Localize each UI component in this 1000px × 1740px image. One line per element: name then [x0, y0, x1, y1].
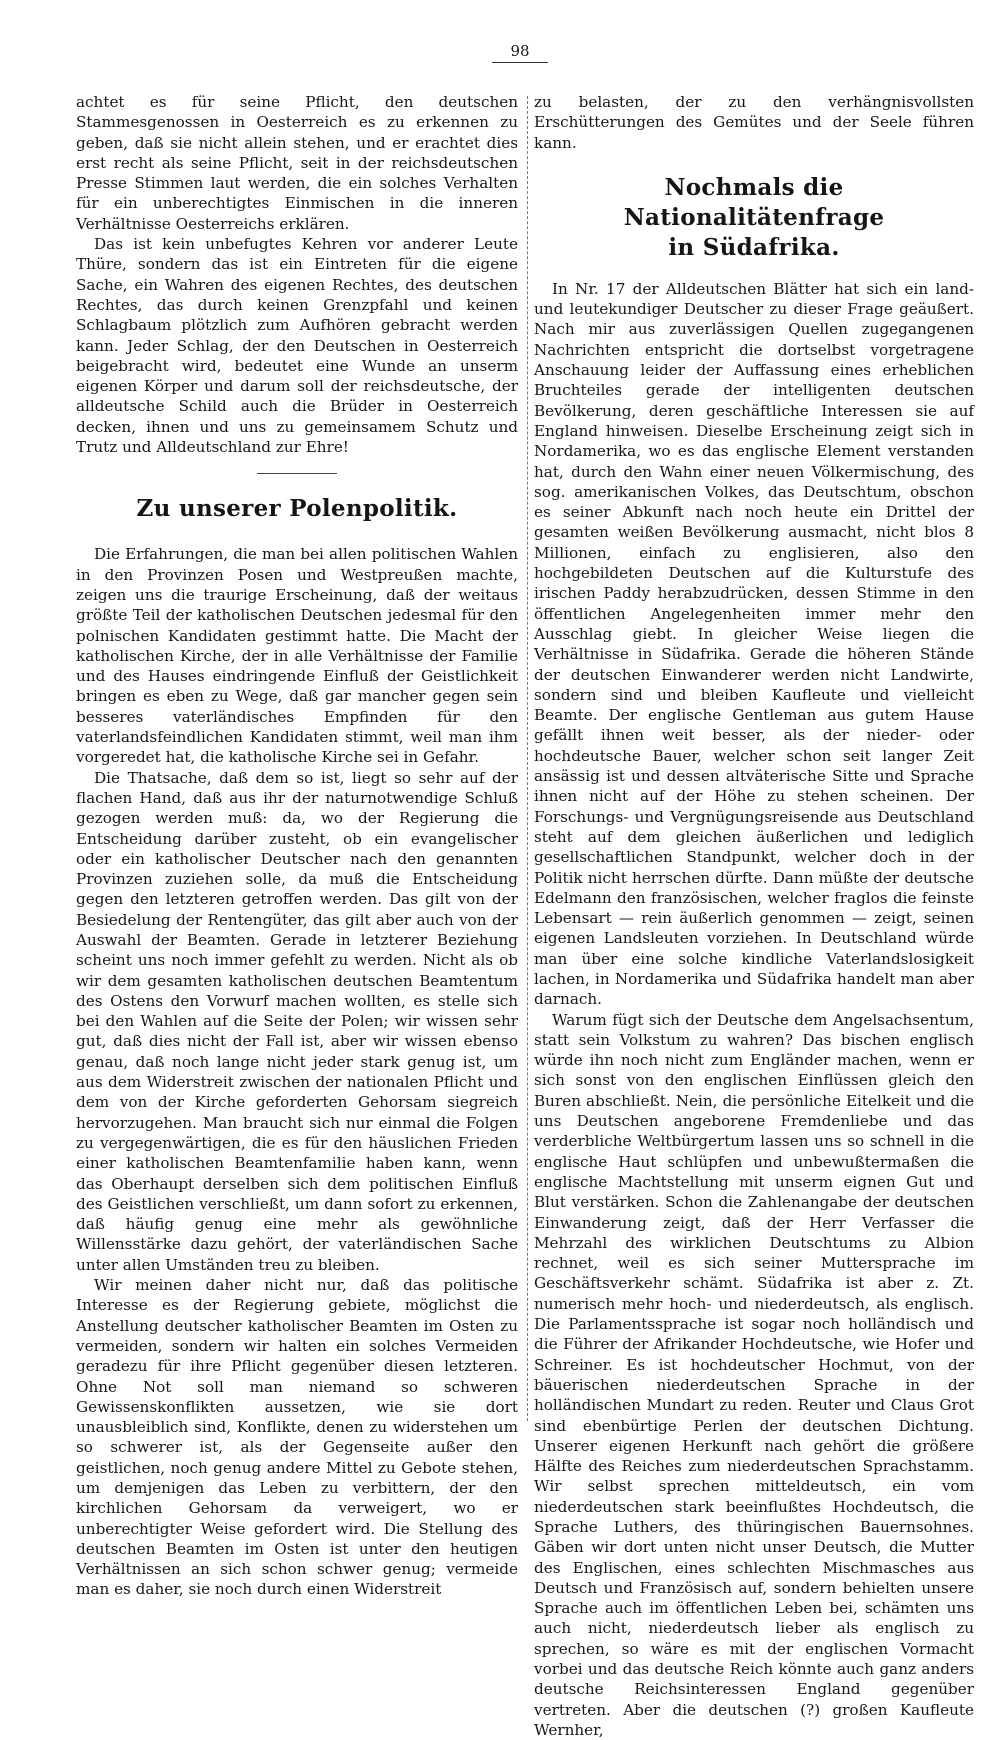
article-title-line: Nochmals die Nationalitätenfrage — [623, 173, 885, 231]
paragraph: In Nr. 17 der Alldeutschen Blätter hat sich ein land- und leutekundiger Deutscher zu dieser Frage geäußert. Nach mir aus zuverlässigen Quellen zugegangenen Nachrichten entspricht die dortselbst vorgetragene Anschauung leider der Auffassung eines erheblichen Bruchteiles gerade der intelligenten deutschen Bevölkerung, deren geschäftliche Interessen sie auf England hinweisen. Dieselbe Erscheinung zeigt sich in Nordamerika, wo es das englische Element verstanden hat, durch den Wahn einer neuen Völkermischung, des sog. amerikanischen Volkes, das Deutschtum, obschon es seiner Abkunft nach noch heute ein Drittel der gesamten weißen Bevölkerung ausmacht, nicht blos 8 Millionen, einfach zu englisieren, also den hochgebildeten Deutschen auf die Kulturstufe des irischen Paddy herabzudrücken, dessen Stimme in den öffentlichen Angelegenheiten immer mehr den Ausschlag giebt. In gleicher Weise liegen die Verhältnisse in Südafrika. Gerade die höheren Stände der deutschen Einwanderer werden nicht Landwirte, sondern sind und bleiben Kaufleute und vielleicht Beamte. Der englische Gentleman aus gutem Hause gefällt ihnen weit besser, als der nieder- oder hochdeutsche Bauer, welcher schon seit langer Zeit ansässig ist und dessen altväterische Sitte und Sprache ihnen nicht auf der Höhe zu stehen scheinen. Der Forschungs- und Vergnügungsreisende aus Deutschland steht auf dem gleichen äußerlichen und lediglich gesellschaftlichen Standpunkt, welcher doch in der Politik nicht herrschen dürfte. Dann müßte der deutsche Edelmann den französischen, welcher fraglos die feinste Lebensart — rein äußerlich genommen — zeigt, seinen eigenen Landsleuten vorziehen. In Deutschland würde man über eine solche kindliche Vaterlandslosigkeit lachen, in Nordamerika und Südafrika handelt man aber darnach. — [534, 279, 974, 1009]
right-column — [534, 92, 974, 1740]
paragraph: Das ist kein unbefugtes Kehren vor anderer Leute Thüre, sondern das ist ein Eintreten für die eigene Sache, ein Wahren des eigenen Rechtes, des deutschen Rechtes, das durch keinen Grenzpfahl und keinen Schlagbaum plötzlich zum Aufhören gebracht werden kann. Jeder Schlag, der den Deutschen in Oesterreich beigebracht wird, bedeutet eine Wunde an unserm eigenen Körper und darum soll der reichsdeutsche, der alldeutsche Schild auch die Brüder in Oesterreich decken, ihnen und uns zu gemeinsamem Schutz und Trutz und Alldeutschland zur Ehre! — [76, 235, 518, 457]
article-heading — [534, 173, 974, 263]
left-column — [76, 92, 518, 1600]
column-divider — [527, 96, 529, 1421]
paragraph: Die Thatsache, daß dem so ist, liegt so sehr auf der flachen Hand, daß aus ihr der naturnotwendige Schluß gezogen werden muß: da, wo der Regierung die Entscheidung darüber zusteht, ob ein evangelischer oder ein katholischer Deutscher nach den genannten Provinzen zuziehen solle, da muß die Entscheidung gegen den letzteren getroffen werden. Das gilt von der Besiedelung der Rentengüter, das gilt aber auch von der Auswahl der Beamten. Gerade in letzterer Beziehung scheint uns noch immer gefehlt zu werden. Nicht als ob wir dem gesamten katholischen deutschen Beamtentum des Ostens den Vorwurf machen wollten, es stelle sich bei den Wahlen auf die Seite der Polen; wir wissen sehr gut, daß dies nicht der Fall ist, aber wir wissen ebenso genau, daß noch lange nicht jeder stark genug ist, um aus dem Widerstreit zwischen der nationalen Pflicht und dem von der Kirche geforderten Gehorsam siegreich hervorzugehen. Man braucht sich nur einmal die Folgen zu vergegenwärtigen, die es für den häuslichen Frieden einer katholischen Beamtenfamilie haben kann, wenn das Oberhaupt derselben sich dem politischen Einfluß des Geistlichen verschließt, um dann sofort zu erkennen, daß häufig genug eine mehr als gewöhnliche Willensstärke dazu gehört, der vaterländischen Sache unter allen Umständen treu zu bleiben. — [76, 768, 518, 1274]
paragraph: Die Erfahrungen, die man bei allen politischen Wahlen in den Provinzen Posen und Westpreußen machte, zeigen uns die traurige Erscheinung, daß der weitaus größte Teil der katholischen Deutschen jedesmal für den polnischen Kandidaten gestimmt hatte. Die Macht der katholischen Kirche, der in alle Verhältnisse der Familie und des Hauses eindringende Einfluß der Geistlichkeit bringen es eben zu Wege, daß gar mancher gegen sein besseres vaterländisches Empfinden für den vaterlandsfeindlichen Kandidaten stimmt, weil man ihm vorgeredet hat, die katholische Kirche sei in Gefahr. — [76, 545, 518, 767]
section-divider — [257, 473, 337, 474]
paragraph: zu belasten, der zu den verhängnisvollsten Erschütterungen des Gemütes und der Seele führen kann. — [534, 93, 974, 152]
page-number: 98 — [490, 42, 550, 60]
paragraph: achtet es für seine Pflicht, den deutschen Stammesgenossen in Oesterreich es zu erkennen zu geben, daß sie nicht allein stehen, und er erachtet dies erst recht als seine Pflicht, seit in der reichsdeutschen Presse Stimmen laut werden, die ein solches Verhalten für ein unberechtigtes Einmischen in die inneren Verhältnisse Oesterreichs erklären. — [76, 93, 518, 233]
paragraph: Wir meinen daher nicht nur, daß das politische Interesse es der Regierung gebiete, möglichst die Anstellung deutscher katholischer Beamten im Osten zu vermeiden, sondern wir halten ein solches Vermeiden geradezu für ihre Pflicht gegenüber diesen letzteren. Ohne Not soll man niemand so schweren Gewissenskonflikten aussetzen, wie sie dort unausbleiblich sind, Konflikte, denen zu widerstehen um so schwerer ist, als der Gegenseite außer den geistlichen, noch genug andere Mittel zu Gebote stehen, um demjenigen das Leben zu verbittern, der den kirchlichen Gehorsam da verweigert, wo er unberechtigter Weise gefordert wird. Die Stellung des deutschen Beamten im Osten ist unter den heutigen Verhältnissen an sich schon schwer genug; vermeide man es daher, sie noch durch einen Widerstreit — [76, 1276, 518, 1599]
article-title-line: in Südafrika. — [668, 233, 840, 261]
article-title: Zu unserer Polenpolitik. — [136, 495, 458, 523]
paragraph: Warum fügt sich der Deutsche dem Angelsachsentum, statt sein Volkstum zu wahren? Das bischen englisch würde ihn noch nicht zum Engländer machen, wenn er sich sonst von den englischen Einflüssen gleich den Buren abschließt. Nein, die persönliche Eitelkeit und die uns Deutschen angeborene Fremdenliebe und das verderbliche Weltbürgertum lassen uns so schnell in die englische Haut schlüpfen und unbewußtermaßen die englische Machtstellung mit unserm eignen Gut und Blut verstärken. Schon die Zahlenangabe der deutschen Einwanderung zeigt, daß der Herr Verfasser die Mehrzahl des wirklichen Deutschtums zu Albion rechnet, weil es sich seiner Muttersprache im Geschäftsverkehr schämt. Südafrika ist aber z. Zt. numerisch mehr hoch- und niederdeutsch, als englisch. Die Parlamentssprache ist sogar noch holländisch und die Führer der Afrikander Hochdeutsche, wie Hofer und Schreiner. Es ist hochdeutscher Hochmut, von der bäuerischen niederdeutschen Sprache in der holländischen Mundart zu reden. Reuter und Claus Grot sind ebenbürtige Perlen der deutschen Dichtung. Unserer eigenen Herkunft nach gehört die größere Hälfte des Reiches zum niederdeutschen Sprachstamm. Wir selbst sprechen mitteldeutsch, ein vom niederdeutschen stark beeinflußtes Hochdeutsch, die Sprache Luthers, des thüringischen Bauernsohnes. Gäben wir dort unten nicht unser Deutsch, die Mutter des Englischen, eines schlechten Mischmasches aus Deutsch und Französisch auf, sondern behielten unsere Sprache auch im öffentlichen Leben bei, schämten uns auch nicht, niederdeutsch lieber als englisch zu sprechen, so wäre es mit der englischen Vormacht vorbei und das deutsche Reich könnte auch ganz anders deutsche Reichsinteressen England gegenüber vertreten. Aber die deutschen (?) großen Kaufleute Wernher, — [534, 1010, 974, 1739]
